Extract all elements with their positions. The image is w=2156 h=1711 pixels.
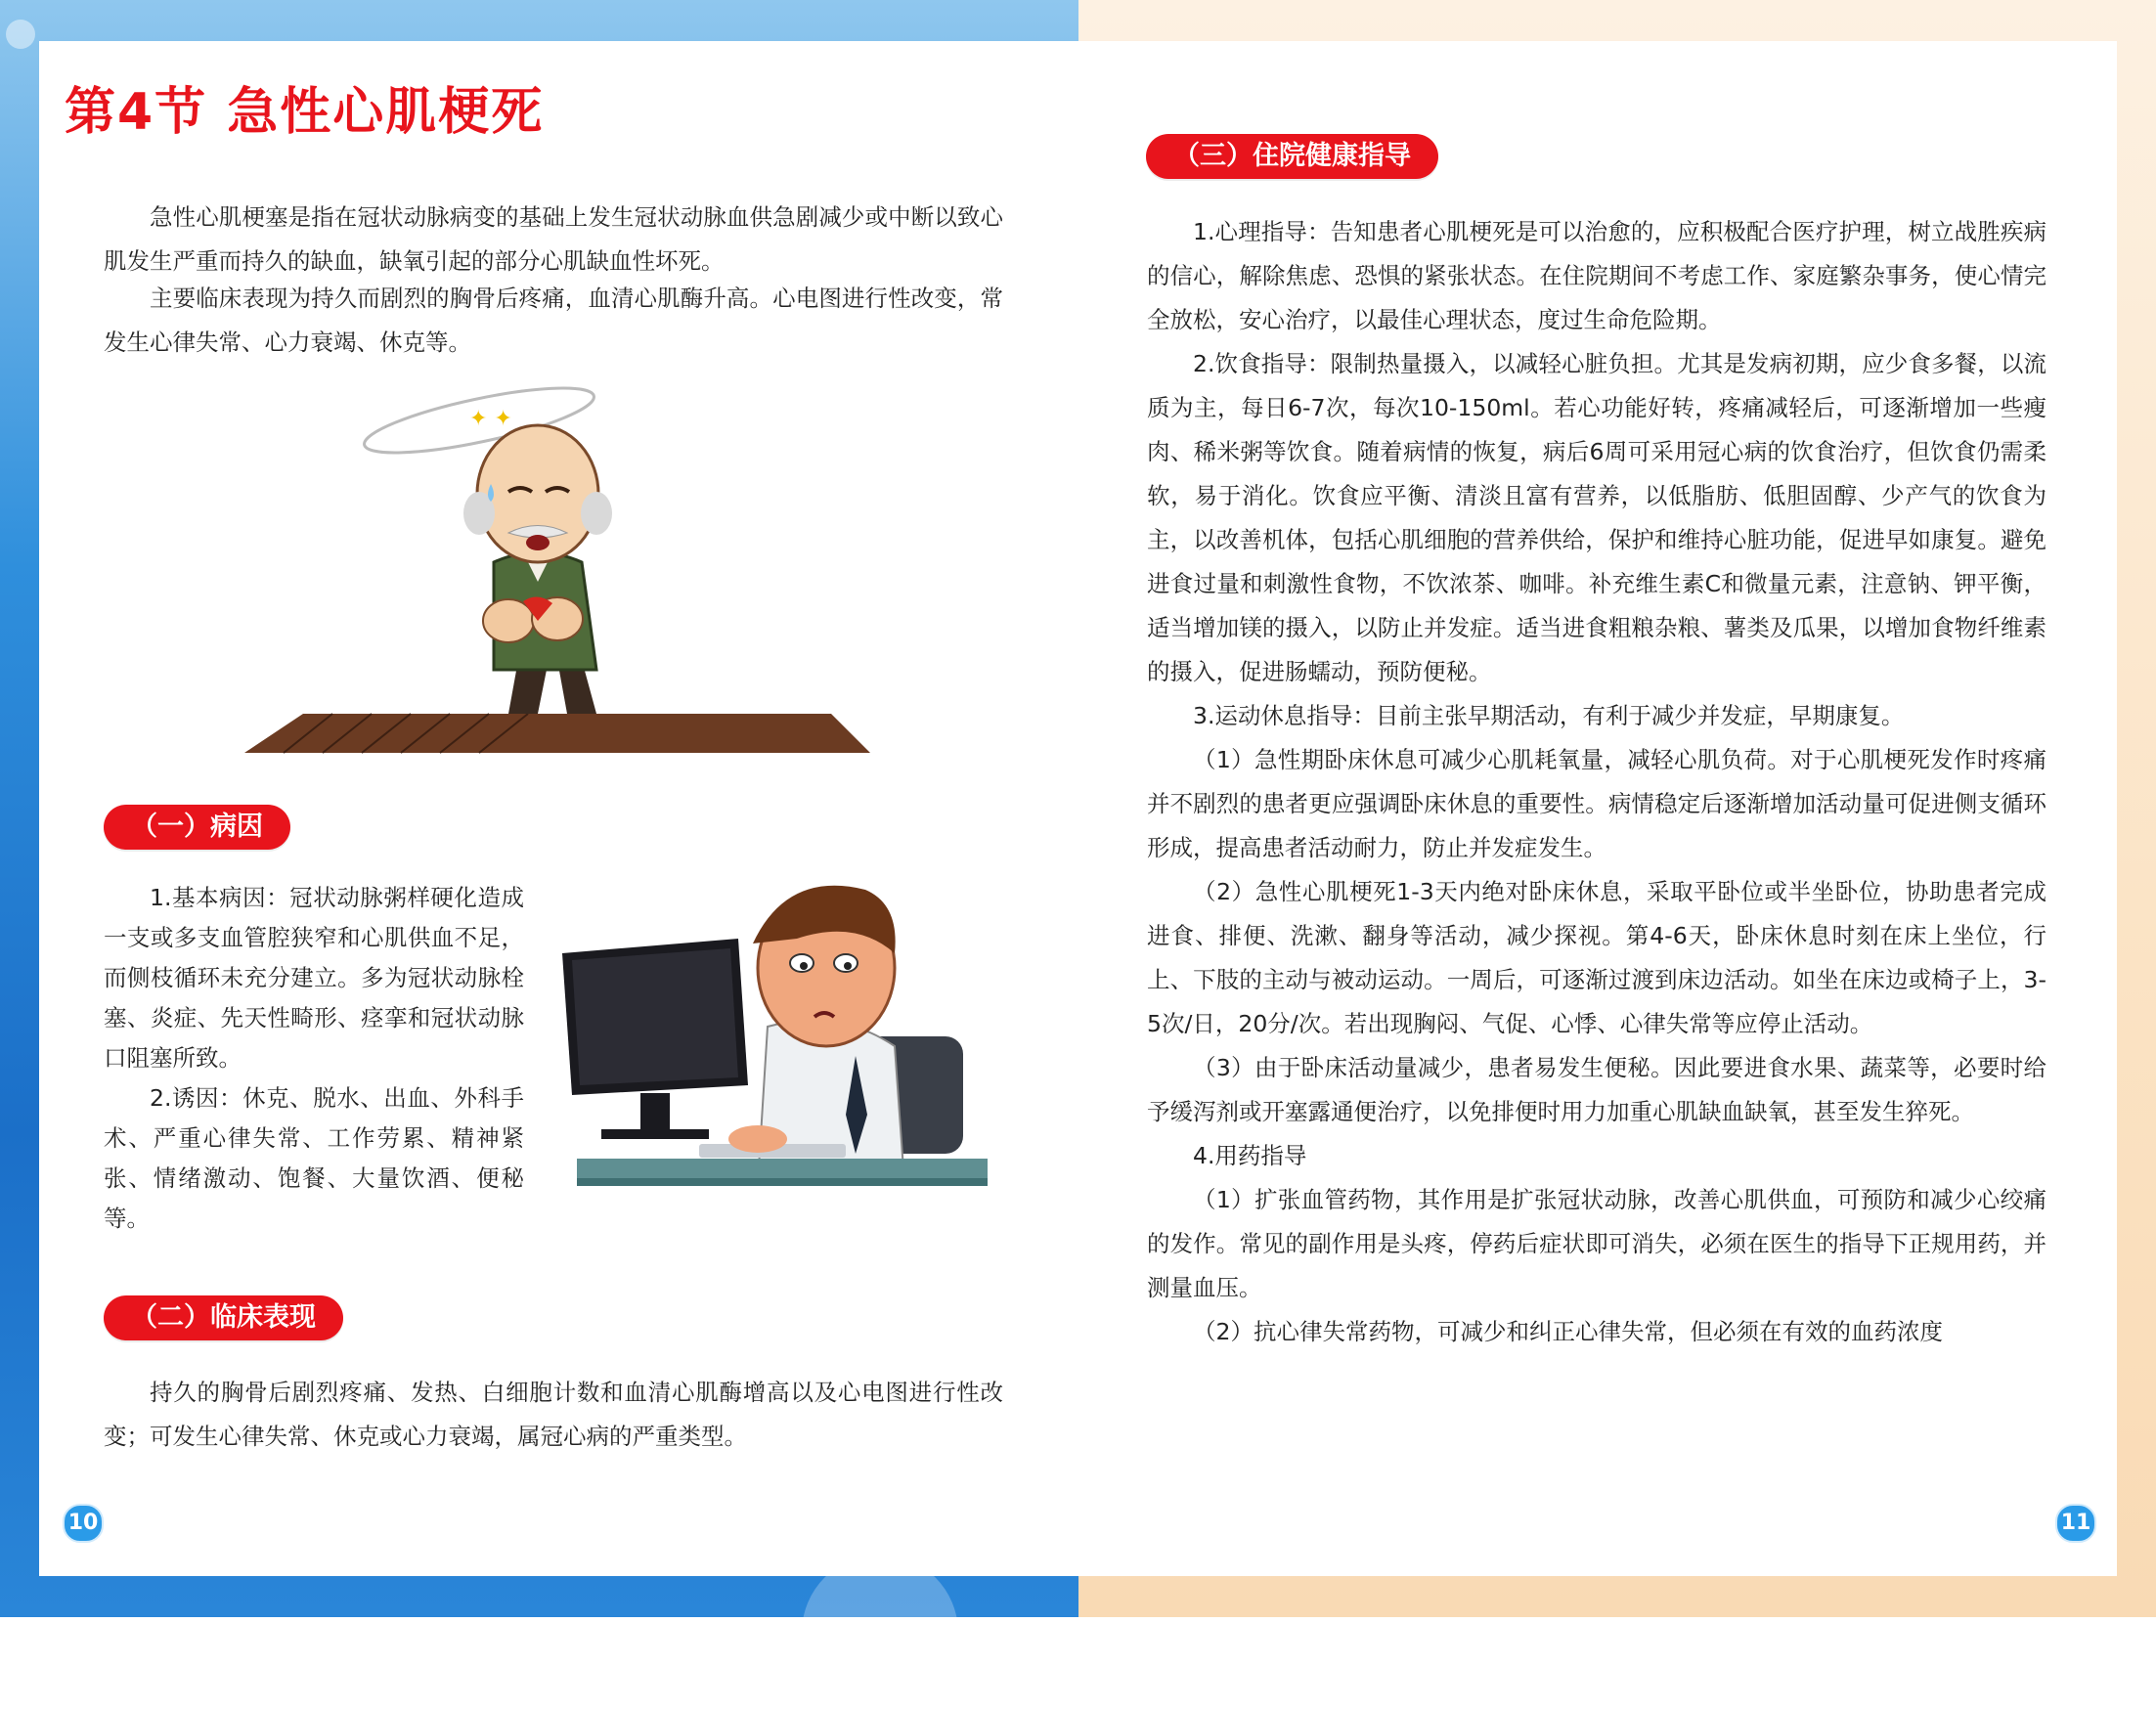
section-heading-symptoms: （二）临床表现	[104, 1295, 343, 1340]
decor-bubble	[802, 1555, 958, 1711]
guidance-activity: 3.运动休息指导：目前主张早期活动，有利于减少并发症，早期康复。	[1193, 702, 1905, 729]
section-heading-hospital-guidance: （三）住院健康指导	[1146, 134, 1438, 179]
intro-paragraph-1: 急性心肌梗塞是指在冠状动脉病变的基础上发生冠状动脉血供急剧减少或中断以致心肌发生严重而持久的缺血，缺氧引起的部分心肌缺血性坏死。	[104, 203, 1003, 275]
causes-paragraph-1: 1.基本病因：冠状动脉粥样硬化造成一支或多支血管腔狭窄和心肌供血不足，而侧枝循环未充分建立。多为冠状动脉栓塞、炎症、先天性畸形、痉挛和冠状动脉口阻塞所致。	[104, 884, 524, 1072]
causes-paragraph-2: 2.诱因：休克、脱水、出血、外科手术、严重心律失常、工作劳累、精神紧张、情绪激动、饱餐、大量饮酒、便秘等。	[104, 1084, 524, 1232]
tired-office-worker-illustration	[562, 860, 1002, 1193]
page-number-right: 11	[2055, 1504, 2096, 1543]
elderly-man-chest-pain-illustration	[244, 376, 870, 763]
guidance-medication-2: （2）抗心律失常药物，可减少和纠正心律失常，但必须在有效的血药浓度	[1193, 1318, 1943, 1345]
guidance-activity-2: （2）急性心肌梗死1-3天内绝对卧床休息，采取平卧位或半坐卧位，协助患者完成进食、排便、洗漱、翻身等活动，减少探视。第4-6天，卧床休息时刻在床上坐位，行上、下肢的主动与被动运动。一周后，可逐渐过渡到床边活动。如坐在床边或椅子上，3-5次/日，20分/次。若出现胸闷、气促、心悸、心律失常等应停止活动。	[1147, 878, 2046, 1037]
guidance-activity-1: （1）急性期卧床休息可减少心肌耗氧量，减轻心肌负荷。对于心肌梗死发作时疼痛并不剧烈的患者更应强调卧床休息的重要性。病情稳定后逐渐增加活动量可促进侧支循环形成，提高患者活动耐力，防止并发症发生。	[1147, 746, 2046, 861]
decor-bubble	[6, 20, 35, 49]
hospital-guidance-body	[1147, 210, 2046, 1354]
svg-text:✦ ✦: ✦ ✦	[469, 407, 512, 431]
guidance-psychology: 1.心理指导：告知患者心肌梗死是可以治愈的，应积极配合医疗护理，树立战胜疾病的信心，解除焦虑、恐惧的紧张状态。在住院期间不考虑工作、家庭繁杂事务，使心情完全放松，安心治疗，以最佳心理状态，度过生命危险期。	[1147, 218, 2046, 333]
intro-paragraph-2: 主要临床表现为持久而剧烈的胸骨后疼痛，血清心肌酶升高。心电图进行性改变，常发生心律失常、心力衰竭、休克等。	[104, 285, 1003, 356]
section-heading-causes: （一）病因	[104, 805, 290, 850]
guidance-medication: 4.用药指导	[1193, 1142, 1307, 1169]
page-title: 第4节 急性心肌梗死	[65, 83, 545, 142]
symptoms-paragraph: 持久的胸骨后剧烈疼痛、发热、白细胞计数和血清心肌酶增高以及心电图进行性改变；可发生心律失常、休克或心力衰竭，属冠心病的严重类型。	[104, 1379, 1003, 1450]
page-number-left: 10	[63, 1504, 104, 1543]
guidance-medication-1: （1）扩张血管药物，其作用是扩张冠状动脉，改善心肌供血，可预防和减少心绞痛的发作。常见的副作用是头疼，停药后症状即可消失，必须在医生的指导下正规用药，并测量血压。	[1147, 1186, 2046, 1301]
guidance-diet: 2.饮食指导：限制热量摄入，以减轻心脏负担。尤其是发病初期，应少食多餐，以流质为主，每日6-7次，每次10-150ml。若心功能好转，疼痛减轻后，可逐渐增加一些瘦肉、稀米粥等饮食。随着病情的恢复，病后6周可采用冠心病的饮食治疗，但饮食仍需柔软，易于消化。饮食应平衡、清淡且富有营养，以低脂肪、低胆固醇、少产气的饮食为主，以改善机体，包括心肌细胞的营养供给，保护和维持心脏功能，促进早如康复。避免进食过量和刺激性食物，不饮浓茶、咖啡。补充维生素C和微量元素，注意钠、钾平衡，适当增加镁的摄入，以防止并发症。适当进食粗粮杂粮、薯类及瓜果，以增加食物纤维素的摄入，促进肠蠕动，预防便秘。	[1147, 350, 2046, 685]
guidance-activity-3: （3）由于卧床活动量减少，患者易发生便秘。因此要进食水果、蔬菜等，必要时给予缓泻剂或开塞露通便治疗，以免排便时用力加重心肌缺血缺氧，甚至发生猝死。	[1147, 1054, 2046, 1125]
